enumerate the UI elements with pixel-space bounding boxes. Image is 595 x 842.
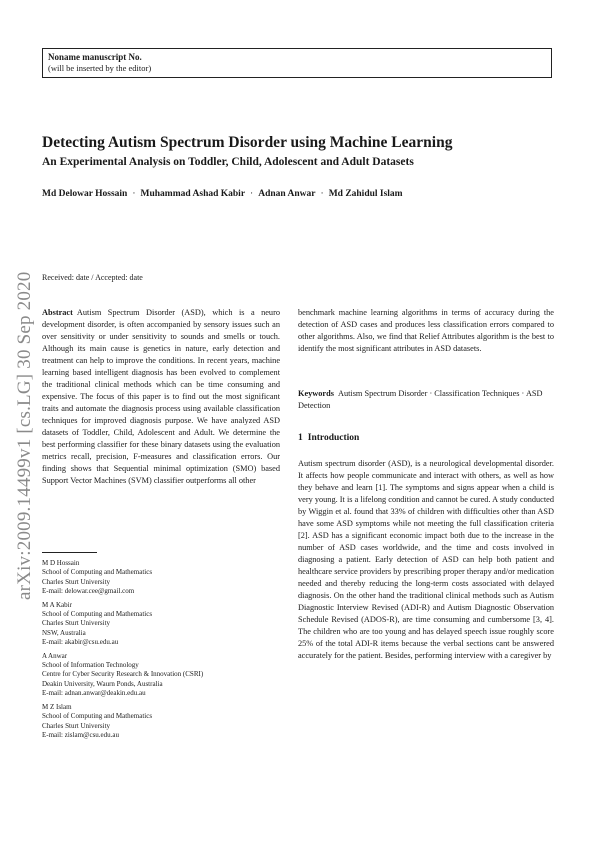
section-title: Introduction bbox=[307, 433, 360, 443]
affiliation-block bbox=[42, 652, 280, 699]
author-separator: · bbox=[320, 189, 324, 199]
affiliation-email[interactable]: E-mail: akabir@csu.edu.au bbox=[42, 638, 119, 647]
affiliation-line: Charles Sturt University bbox=[42, 577, 111, 586]
author-separator: · bbox=[250, 189, 254, 199]
keywords-label: Keywords bbox=[298, 389, 334, 398]
paper-subtitle: An Experimental Analysis on Toddler, Child, Adolescent and Adult Datasets bbox=[42, 156, 414, 168]
author-name: Muhammad Ashad Kabir bbox=[140, 189, 246, 199]
section-heading-introduction bbox=[298, 433, 359, 443]
affiliation-name: M Z Islam bbox=[42, 702, 72, 711]
author-separator: · bbox=[132, 189, 136, 199]
keywords bbox=[298, 388, 554, 412]
affiliation-line: School of Computing and Mathematics bbox=[42, 610, 153, 619]
affiliation-block bbox=[42, 559, 280, 597]
affiliation-name: M A Kabir bbox=[42, 600, 72, 609]
affiliation-line: School of Computing and Mathematics bbox=[42, 712, 153, 721]
affiliation-name: M D Hossain bbox=[42, 559, 80, 567]
affiliation-line: Centre for Cyber Security Research & Innovation (CSRI) bbox=[42, 670, 204, 679]
author-list bbox=[42, 187, 442, 202]
author-name: Adnan Anwar bbox=[258, 189, 316, 199]
section-number: 1 bbox=[298, 433, 303, 443]
affiliation-line: Charles Sturt University bbox=[42, 721, 111, 730]
editor-note: (will be inserted by the editor) bbox=[48, 63, 152, 73]
affiliation-email[interactable]: E-mail: adnan.anwar@deakin.edu.au bbox=[42, 689, 146, 698]
affiliation-email[interactable]: E-mail: zislam@csu.edu.au bbox=[42, 730, 120, 739]
abstract-continued: benchmark machine learning algorithms in terms of accuracy during the detection of ASD cases and produces less classification errors compared to other algorithms. Also, we find that Relief Attributes algorithm is the best to identify the most significant attributes in ASD datasets. bbox=[298, 308, 554, 353]
abstract bbox=[42, 307, 280, 487]
author-affiliations bbox=[42, 559, 280, 744]
author-name: Md Zahidul Islam bbox=[328, 189, 403, 199]
arxiv-stamp[interactable]: arXiv:2009.14499v1 [cs.LG] 30 Sep 2020 bbox=[14, 271, 35, 600]
keywords-text: Autism Spectrum Disorder · Classification Techniques · ASD Detection bbox=[298, 389, 543, 410]
affiliation-line: School of Computing and Mathematics bbox=[42, 568, 153, 577]
manuscript-number: Noname manuscript No. bbox=[48, 52, 142, 62]
affiliation-line: School of Information Technology bbox=[42, 661, 139, 670]
author-name: Md Delowar Hossain bbox=[42, 189, 128, 199]
affiliation-line: Charles Sturt University bbox=[42, 619, 111, 628]
received-date: Received: date / Accepted: date bbox=[42, 273, 143, 282]
affiliation-line: NSW, Australia bbox=[42, 628, 86, 637]
abstract-label: Abstract bbox=[42, 308, 73, 317]
footnote-divider bbox=[42, 552, 97, 553]
manuscript-header-box bbox=[42, 48, 552, 78]
affiliation-email[interactable]: E-mail: delowar.cee@gmail.com bbox=[42, 587, 135, 596]
paper-title: Detecting Autism Spectrum Disorder using Machine Learning bbox=[42, 134, 453, 151]
affiliation-block bbox=[42, 601, 280, 648]
affiliation-line: Deakin University, Waurn Ponds, Australia bbox=[42, 679, 163, 688]
introduction-text: Autism spectrum disorder (ASD), is a neurological developmental disorder. It affects how people communicate and interact with others, as well as how they behave and learn [1]. The symptoms and signs appear when a child is very young. It is a lifelong condition and cannot be cured. A study conducted by Wiggin et al. found that 33% of children with difficulties other than ASD have some ASD symptoms while not meeting the full classification criteria [2]. ASD has a significant economic impact both due to the increase in the number of ASD cases worldwide, and the time and costs involved in diagnosing a patient. Early detection of ASD can help both patient and healthcare service providers by prescribing proper therapy and/or medication needed and thereby reducing the long-term costs associated with delayed diagnosis. On the other hand the traditional clinical methods such as Autism Diagnostic Interview Revised (ADI-R) and Autism Diagnostic Observation Schedule Revised (ADOS-R), are time consuming and cumbersome [3, 4]. The children who are too young and has delayed speech issue roughly score 25% of the total ADI-R items because the verbal sections cant be answered accurately for the patient. Besides, performing interview with a caregiver by bbox=[298, 459, 554, 660]
affiliation-block bbox=[42, 703, 280, 741]
abstract-text: Autism Spectrum Disorder (ASD), which is a neuro development disorder, is often accompanied by sensory issues such an over sensitivity or under sensitivity to sounds and smells or touch. Although its main cause is genetics in nature, early detection and treatment can help to improve the conditions. In recent years, machine learning based intelligent diagnosis has been evolved to complement the traditional clinical methods which can be time consuming and expensive. The focus of this paper is to find out the most significant traits and automate the diagnosis process using available classification techniques for improved diagnosis purpose. We have analyzed ASD datasets of Toddler, Child, Adolescent and Adult. We determine the best performing classifier for these binary datasets using the evaluation metrics recall, precision, F-measures and classification errors. Our finding shows that Sequential minimal optimization (SMO) based Support Vector Machines (SVM) classifier outperforms all other bbox=[42, 308, 280, 485]
affiliation-name: A Anwar bbox=[42, 651, 68, 660]
